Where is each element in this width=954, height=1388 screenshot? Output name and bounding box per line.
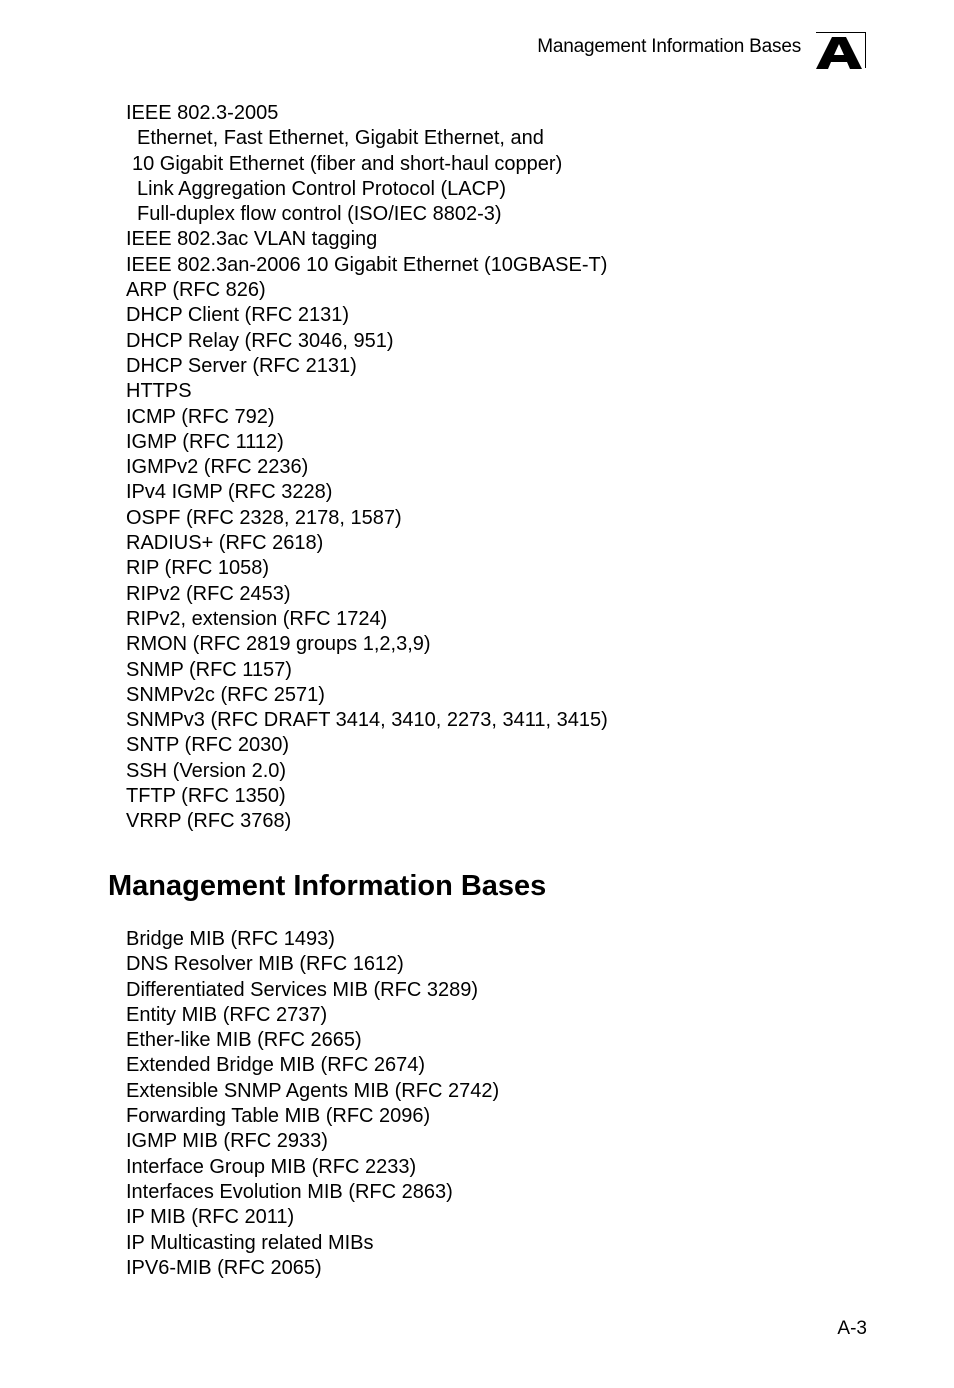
standards-list-item: ICMP (RFC 792): [126, 405, 275, 428]
mib-list-item: IGMP MIB (RFC 2933): [126, 1130, 328, 1153]
standards-list-item: VRRP (RFC 3768): [126, 810, 292, 833]
section-heading: Management Information Bases: [108, 870, 547, 902]
mib-list-item: Entity MIB (RFC 2737): [126, 1003, 328, 1026]
standards-list-item: IEEE 802.3an-2006 10 Gigabit Ethernet (10GBASE-T): [126, 253, 608, 276]
mib-list-item: IPV6-MIB (RFC 2065): [126, 1256, 322, 1279]
mib-list-item: Extended Bridge MIB (RFC 2674): [126, 1054, 426, 1077]
mib-list-item: DNS Resolver MIB (RFC 1612): [126, 953, 404, 976]
page-number: A-3: [837, 1318, 867, 1339]
standards-list-item: SNMPv2c (RFC 2571): [126, 683, 325, 706]
mib-list-item: Ether-like MIB (RFC 2665): [126, 1029, 362, 1052]
mib-list-item: Extensible SNMP Agents MIB (RFC 2742): [126, 1079, 500, 1102]
mib-list-item: IP Multicasting related MIBs: [126, 1231, 374, 1254]
standards-list-item: 10 Gigabit Ethernet (fiber and short-haul copper): [132, 152, 563, 175]
standards-list-item: RIPv2 (RFC 2453): [126, 582, 291, 605]
standards-list-item: DHCP Relay (RFC 3046, 951): [126, 329, 394, 352]
standards-list-item: RMON (RFC 2819 groups 1,2,3,9): [126, 633, 431, 656]
mib-list-item: Bridge MIB (RFC 1493): [126, 928, 335, 950]
standards-list-item: RIPv2, extension (RFC 1724): [126, 607, 388, 630]
standards-list-item: HTTPS: [126, 380, 192, 403]
standards-list-item: IEEE 802.3ac VLAN tagging: [126, 228, 378, 251]
standards-list-item: IEEE 802.3-2005: [126, 102, 279, 124]
appendix-tab: [816, 32, 866, 68]
standards-list-item: RADIUS+ (RFC 2618): [126, 532, 324, 555]
standards-list-item: OSPF (RFC 2328, 2178, 1587): [126, 506, 402, 529]
appendix-letter-a-logo: [816, 37, 862, 69]
standards-list-item: Ethernet, Fast Ethernet, Gigabit Ethernet, and: [137, 127, 544, 150]
mib-list-item: Interface Group MIB (RFC 2233): [126, 1155, 417, 1178]
mib-list-item: Forwarding Table MIB (RFC 2096): [126, 1105, 431, 1128]
standards-list-item: ARP (RFC 826): [126, 279, 266, 302]
standards-list-item: DHCP Client (RFC 2131): [126, 304, 350, 327]
standards-list: [126, 101, 608, 835]
standards-list-item: Full-duplex flow control (ISO/IEC 8802-3): [137, 203, 502, 226]
standards-list-item: SNTP (RFC 2030): [126, 734, 290, 757]
mib-list: [126, 927, 499, 1281]
standards-list-item: SSH (Version 2.0): [126, 759, 287, 782]
standards-list-item: Link Aggregation Control Protocol (LACP): [137, 177, 507, 200]
standards-list-item: DHCP Server (RFC 2131): [126, 354, 357, 377]
standards-list-item: TFTP (RFC 1350): [126, 785, 286, 808]
standards-list-item: IGMP (RFC 1112): [126, 430, 284, 453]
mib-list-item: Differentiated Services MIB (RFC 3289): [126, 978, 478, 1001]
mib-list-item: Interfaces Evolution MIB (RFC 2863): [126, 1180, 453, 1203]
mib-list-item: IP MIB (RFC 2011): [126, 1206, 295, 1229]
running-header-title: Management Information Bases: [537, 36, 801, 57]
standards-list-item: SNMP (RFC 1157): [126, 658, 292, 681]
standards-list-item: IPv4 IGMP (RFC 3228): [126, 481, 333, 504]
standards-list-item: SNMPv3 (RFC DRAFT 3414, 3410, 2273, 3411, 3415): [126, 709, 608, 732]
standards-list-item: IGMPv2 (RFC 2236): [126, 456, 309, 479]
standards-list-item: RIP (RFC 1058): [126, 557, 270, 580]
